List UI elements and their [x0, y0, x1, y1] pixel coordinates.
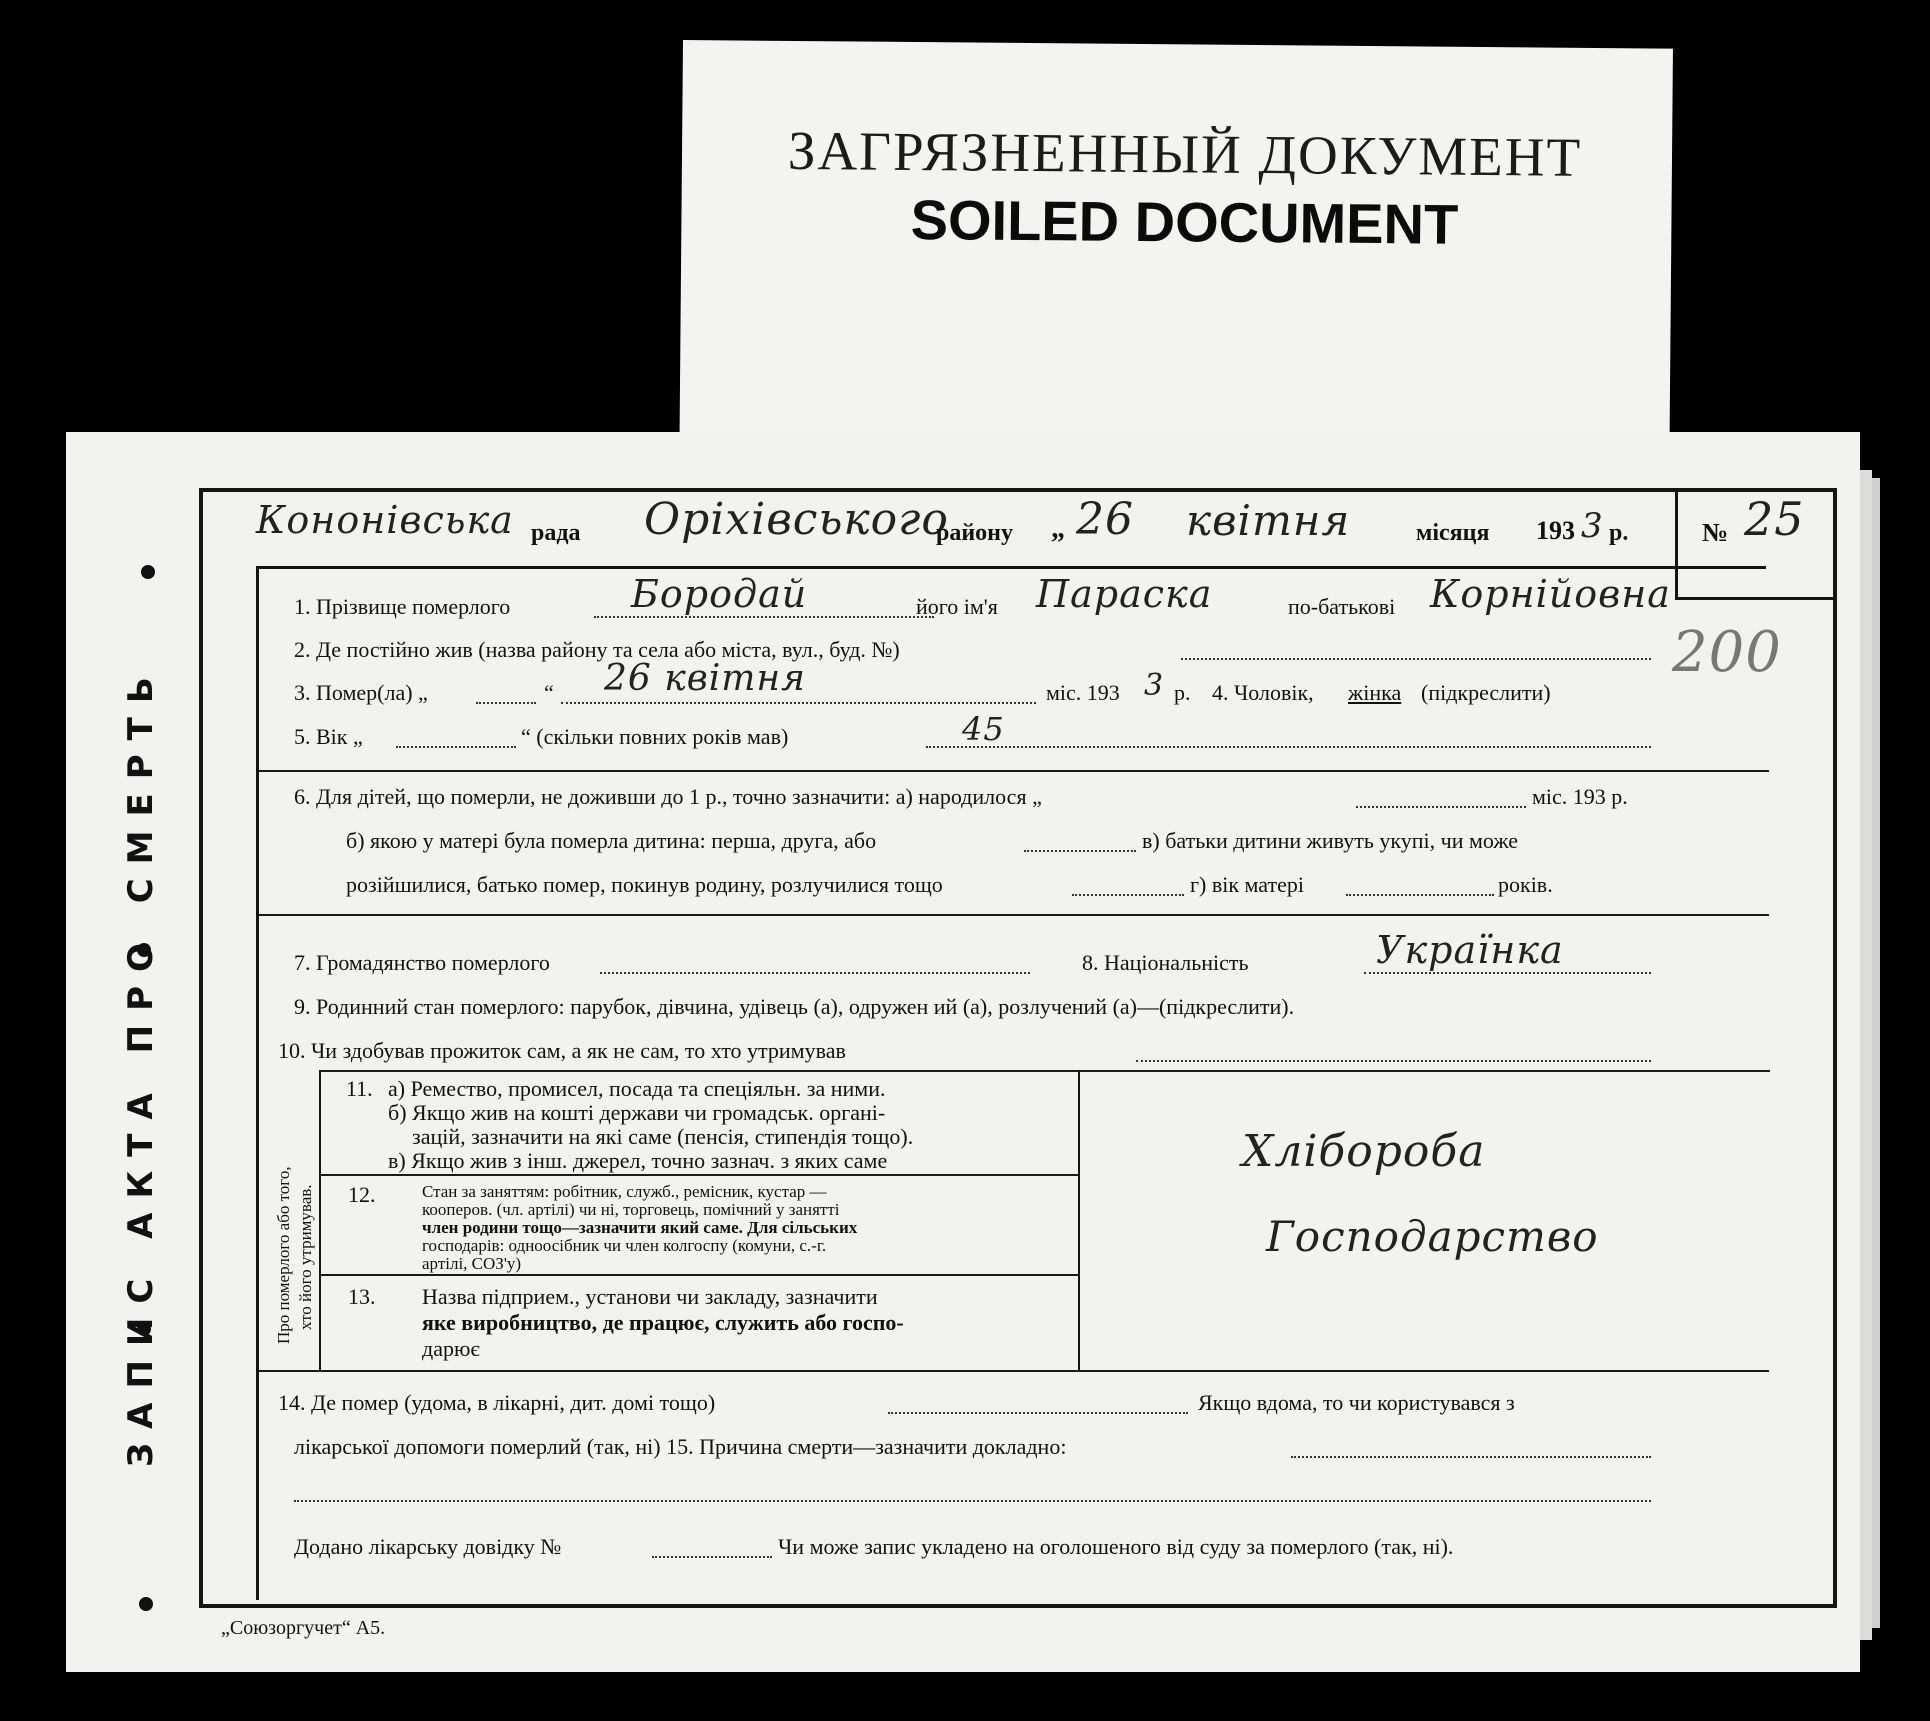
field-3-year-suffix: р.	[1174, 680, 1191, 705]
field-15-line-blank	[1291, 1456, 1651, 1458]
field-3-label: 3. Помер(ла) „	[294, 680, 428, 705]
occupation-row-divider	[320, 1274, 1078, 1276]
field-6-line3a: розійшилися, батько помер, покинув родину, розлучилися тощо	[346, 872, 943, 897]
field-16-a: Додано лікарську довідку №	[294, 1534, 562, 1559]
day-handwritten: 26	[1076, 494, 1134, 545]
side-title: ЗАПИС АКТА ПРО СМЕРТЬ	[121, 663, 161, 1467]
field-3-year-handwritten: 3	[1144, 668, 1165, 703]
field-14-line	[888, 1412, 1188, 1414]
field-11-b2: зацій, зазначити на які саме (пенсія, стипендія тощо).	[412, 1124, 914, 1149]
occupation-left-line	[319, 1070, 321, 1370]
field-1-name-label: його ім'я	[916, 594, 998, 619]
field-11-a: а) Ремество, промисел, посада та спеціяльн. за ними.	[388, 1076, 886, 1101]
paper-edge	[1860, 470, 1872, 1640]
field-6-line3-blank-2	[1346, 894, 1494, 896]
year-suffix: р.	[1609, 520, 1629, 546]
field-16-b: Чи може запис укладено на оголошеного від суду за померлого (так, ні).	[778, 1534, 1454, 1559]
field-1-value: Бородай	[631, 572, 808, 616]
side-column-divider	[256, 566, 259, 1600]
field-11-c: в) Якщо жив з інш. джерел, точно зазнач. з яких саме	[388, 1148, 888, 1173]
field-8-value: Українка	[1376, 928, 1564, 972]
field-2-label: 2. Де постійно жив (назва району та села або міста, вул., буд. №)	[294, 637, 900, 662]
field-12-line4: господарів: одноосібник чи член колгоспу (комуни, с.-г.	[422, 1236, 827, 1255]
field-14-continued: Якщо вдома, то чи користувався з	[1198, 1390, 1515, 1415]
field-5-rest-line	[926, 746, 1651, 748]
section-divider	[259, 1370, 1769, 1372]
district-label: району	[936, 520, 1014, 546]
field-5-line	[396, 746, 516, 748]
year-handwritten: 3	[1581, 506, 1604, 546]
field-6-line2b: в) батьки дитини живуть укупі, чи може	[1142, 828, 1519, 853]
field-4-label: 4. Чоловік,	[1212, 680, 1314, 705]
field-6-line3-blank-1	[1072, 894, 1184, 896]
council-label: рада	[531, 520, 581, 546]
month-label: місяця	[1416, 520, 1490, 546]
number-label: №	[1702, 518, 1729, 547]
section-divider	[259, 770, 1769, 772]
field-11-number: 11.	[346, 1076, 373, 1101]
soiled-document-slip	[679, 40, 1673, 469]
field-12-line1: Стан за заняттям: робітник, служб., ремісник, кустар —	[422, 1182, 827, 1201]
field-10-label: 10. Чи здобував прожиток сам, а як не сам, то хто утримував	[278, 1038, 846, 1063]
district-handwritten: Оріхівського	[644, 494, 949, 545]
field-3-year-label: міс. 193	[1046, 680, 1120, 705]
side-note-1: Про померлого або того,	[274, 1166, 293, 1344]
field-9-label: 9. Родинний стан померлого: парубок, дівчина, удівець (а), одружен ий (а), розлучений (а)—(підкреслити).	[294, 994, 1295, 1019]
punch-hole	[139, 1597, 153, 1611]
field-6-line2a: б) якою у матері була померла дитина: перша, друга, або	[346, 828, 877, 853]
field-11-value-2: Господарство	[1266, 1212, 1599, 1261]
field-16-line	[652, 1556, 772, 1558]
field-2-line	[1181, 658, 1651, 660]
header-divider	[256, 566, 1766, 569]
field-7-line	[600, 972, 1030, 974]
field-5-mid: “ (скільки повних років мав)	[521, 724, 789, 749]
date-open-quote: „	[1051, 513, 1065, 544]
field-3-month-line	[561, 702, 1036, 704]
number-box-left	[1675, 488, 1678, 600]
occupation-value-divider	[1078, 1070, 1080, 1370]
field-13-line1: Назва підприем., установи чи закладу, зазначити	[422, 1284, 878, 1309]
field-10-line	[1136, 1060, 1651, 1062]
year-printed: 193	[1536, 516, 1575, 545]
field-1-name-value: Параска	[1036, 572, 1213, 616]
field-3-day-line	[476, 702, 536, 704]
field-8-line	[1364, 972, 1651, 974]
field-11-b1: б) Якщо жив на коштi держави чи громадськ. органі-	[388, 1100, 886, 1125]
month-handwritten: квітня	[1186, 496, 1351, 545]
margin-note-handwritten: 200	[1672, 620, 1782, 685]
field-14-label: 14. Де помер (удома, в лікарні, дит. домі тощо)	[278, 1390, 716, 1415]
slip-title-en: SOILED DOCUMENT	[910, 187, 1459, 256]
paper-edge	[1872, 478, 1880, 1628]
slip-title-ru: ЗАГРЯЗНЕННЫЙ ДОКУМЕНТ	[787, 119, 1583, 188]
field-13-line3: дарює	[422, 1336, 480, 1361]
field-3-value: 26 квітня	[604, 658, 806, 699]
number-box-bottom	[1675, 597, 1833, 600]
printer-footer: „Союзоргучет“ А5.	[221, 1617, 386, 1639]
field-1-label: 1. Прізвище померлого	[294, 594, 511, 619]
death-record-form	[66, 432, 1860, 1672]
field-6-line1: 6. Для дітей, що померли, не доживши до 1 р., точно зазначити: а) народилося „	[294, 784, 1042, 809]
field-15-line: лікарської допомоги померлий (так, ні) 15. Причина смерти—зазначити докладно:	[294, 1434, 1067, 1459]
field-12-number: 12.	[348, 1182, 376, 1207]
field-4-female-underlined: жінка	[1348, 680, 1402, 705]
field-1-patronymic-value: Корнійовна	[1430, 572, 1671, 616]
punch-hole	[141, 565, 155, 579]
field-6-line3c: років.	[1498, 872, 1553, 897]
field-1-patronymic-label: по-батькові	[1288, 594, 1396, 619]
section-divider	[259, 914, 1769, 916]
side-note-2: хто його утримував.	[296, 1184, 315, 1330]
council-handwritten: Кононівська	[256, 498, 514, 542]
field-11-value-1: Хлібороба	[1242, 1126, 1486, 1177]
field-12-line3: член родини тощо—зазначити який саме. Для сільських	[422, 1218, 858, 1237]
field-5-value: 45	[962, 710, 1005, 748]
field-12-line5: артілі, СОЗ'у)	[422, 1254, 522, 1273]
field-4-suffix: (підкреслити)	[1421, 680, 1551, 705]
occupation-row-divider	[320, 1174, 1078, 1176]
occupation-top-line	[320, 1070, 1770, 1072]
field-8-label: 8. Національність	[1082, 950, 1249, 975]
field-7-label: 7. Громадянство померлого	[294, 950, 550, 975]
field-6-line1-end: міс. 193 р.	[1532, 784, 1628, 809]
field-13-number: 13.	[348, 1284, 376, 1309]
field-12-line2: кооперов. (чл. артілі) чи ні, торговець, помічний у занятті	[422, 1200, 840, 1219]
field-6-line3b: г) вік матері	[1190, 872, 1304, 897]
field-1-line	[594, 616, 934, 618]
field-3-quote: “	[544, 680, 554, 705]
field-13-line2: яке виробництво, де працює, служить або госпо-	[422, 1310, 904, 1335]
field-6-line2-blank	[1024, 850, 1136, 852]
field-5-label: 5. Вік „	[294, 724, 363, 749]
field-15-line-2	[294, 1500, 1651, 1502]
number-handwritten: 25	[1744, 492, 1805, 546]
field-6-line1-blank	[1356, 806, 1526, 808]
